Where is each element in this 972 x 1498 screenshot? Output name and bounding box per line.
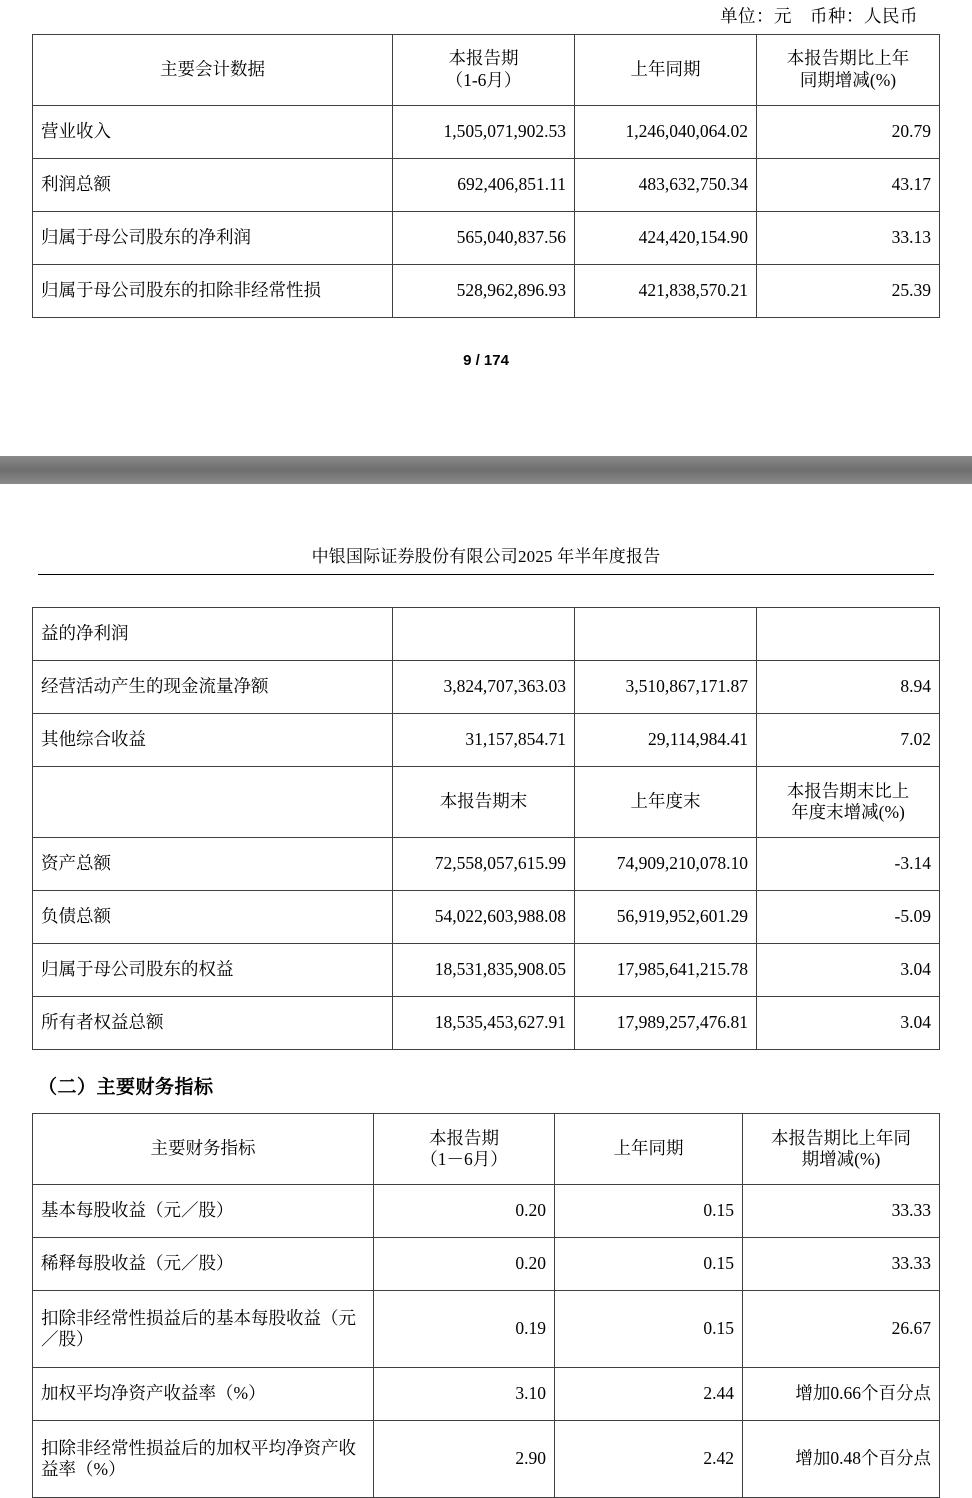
row-prior: 56,919,952,601.29 [575,891,757,944]
row-label: 负债总额 [33,891,393,944]
row-current: 565,040,837.56 [393,211,575,264]
header-change-line1: 本报告期比上年 [786,48,910,69]
header-cell-prior: 上年同期 [555,1114,743,1185]
header-cell-label: 主要会计数据 [33,34,393,105]
row-label: 稀释每股收益（元／股） [33,1238,374,1291]
section-heading-financial-indicators: （二）主要财务指标 [38,1077,214,1098]
table-row [33,891,940,944]
row-change: 33.33 [743,1238,940,1291]
row-label: 营业收入 [33,105,393,158]
row-change: 增加0.66个百分点 [743,1368,940,1421]
row-prior: 29,114,984.41 [575,714,757,767]
financial-indicators-table [32,1113,940,1498]
row-label: 所有者权益总额 [33,997,393,1050]
table-row [33,1368,940,1421]
table-row [33,211,940,264]
row-label: 利润总额 [33,158,393,211]
row-prior: 2.44 [555,1368,743,1421]
row-change: 3.04 [757,997,940,1050]
row-change: 33.13 [757,211,940,264]
row-change: -5.09 [757,891,940,944]
header-cell-current [374,1114,555,1185]
page-number: 9 / 174 [463,351,509,369]
row-current: 528,962,896.93 [393,264,575,317]
page-gap-top-space [0,390,972,456]
row-change: 25.39 [757,264,940,317]
row-label: 归属于母公司股东的扣除非经常性损 [33,264,393,317]
header-cell-prior: 上年同期 [575,34,757,105]
header-change-line2: 年度末增减(%) [791,802,905,822]
table-header-row-balance [33,767,940,838]
table-row [33,264,940,317]
accounting-data-table-wrapper [27,34,945,318]
row-current: 72,558,057,615.99 [393,838,575,891]
row-current [393,608,575,661]
header-current-line1: 本报告期 [448,48,519,69]
row-change: 33.33 [743,1185,940,1238]
table-head [33,34,940,105]
row-label: 加权平均净资产收益率（%） [33,1368,374,1421]
row-current: 3.10 [374,1368,555,1421]
row-prior: 483,632,750.34 [575,158,757,211]
row-current: 692,406,851.11 [393,158,575,211]
accounting-continued-table [32,607,940,1050]
row-prior: 421,838,570.21 [575,264,757,317]
header-change-line1: 本报告期比上年同 [771,1127,911,1148]
table-row [33,1185,940,1238]
row-label: 扣除非经常性损益后的基本每股收益（元／股） [33,1291,374,1368]
row-current: 1,505,071,902.53 [393,105,575,158]
unit-currency-note: 单位：元 币种：人民币 [720,6,918,26]
table-row [33,1421,940,1498]
header-cell-label [33,767,393,838]
row-change: 20.79 [757,105,940,158]
row-label: 基本每股收益（元／股） [33,1185,374,1238]
row-label: 益的净利润 [33,608,393,661]
row-prior: 3,510,867,171.87 [575,661,757,714]
running-header: 中银国际证券股份有限公司2025 年半年度报告 [38,542,934,575]
table-row [33,1291,940,1368]
table-row [33,997,940,1050]
page-gap-bottom-space [0,484,972,542]
row-change: 7.02 [757,714,940,767]
row-current: 2.90 [374,1421,555,1498]
row-label: 归属于母公司股东的权益 [33,944,393,997]
row-current: 0.20 [374,1185,555,1238]
header-cell-change [743,1114,940,1185]
page-two [0,542,972,1498]
row-current: 31,157,854.71 [393,714,575,767]
header-current-line2: （1-6月） [445,69,522,90]
row-change: 43.17 [757,158,940,211]
header-cell-change [757,767,940,838]
financial-indicators-table-wrapper [27,1113,945,1498]
row-prior: 74,909,210,078.10 [575,838,757,891]
row-prior: 17,985,641,215.78 [575,944,757,997]
table-head [33,1114,940,1185]
row-change: -3.14 [757,838,940,891]
header-current-line2: （1－6月） [420,1149,508,1169]
row-prior: 0.15 [555,1291,743,1368]
table-row [33,105,940,158]
row-current: 18,535,453,627.91 [393,997,575,1050]
row-prior [575,608,757,661]
page-one [0,0,972,390]
row-prior: 0.15 [555,1185,743,1238]
header-cell-label: 主要财务指标 [33,1114,374,1185]
table-body [33,1185,940,1498]
row-current: 0.19 [374,1291,555,1368]
row-label: 扣除非经常性损益后的加权平均净资产收益率（%） [33,1421,374,1498]
accounting-data-table [32,34,940,318]
row-prior: 424,420,154.90 [575,211,757,264]
table-row [33,1238,940,1291]
row-label: 经营活动产生的现金流量净额 [33,661,393,714]
table-header-row [33,1114,940,1185]
table-body [33,608,940,1050]
table-row [33,608,940,661]
table-row [33,661,940,714]
header-change-line2: 同期增减(%) [799,69,897,90]
row-prior: 17,989,257,476.81 [575,997,757,1050]
header-cell-change [757,34,940,105]
row-prior: 1,246,040,064.02 [575,105,757,158]
header-change-line2: 期增减(%) [801,1149,881,1169]
row-current: 3,824,707,363.03 [393,661,575,714]
header-cell-prior: 上年度末 [575,767,757,838]
row-change: 增加0.48个百分点 [743,1421,940,1498]
accounting-continued-table-wrapper [27,607,945,1050]
row-current: 54,022,603,988.08 [393,891,575,944]
header-cell-current [393,34,575,105]
table-header-row [33,34,940,105]
row-label: 资产总额 [33,838,393,891]
row-change [757,608,940,661]
header-change-line1: 本报告期末比上 [786,780,910,801]
row-change: 3.04 [757,944,940,997]
header-current-line1: 本报告期 [429,1127,499,1148]
row-prior: 2.42 [555,1421,743,1498]
row-current: 0.20 [374,1238,555,1291]
row-current: 18,531,835,908.05 [393,944,575,997]
page-separator-band [0,456,972,484]
row-label: 归属于母公司股东的净利润 [33,211,393,264]
table-body [33,105,940,317]
table-row [33,158,940,211]
table-row [33,838,940,891]
row-change: 26.67 [743,1291,940,1368]
table-row [33,944,940,997]
row-prior: 0.15 [555,1238,743,1291]
header-cell-current: 本报告期末 [393,767,575,838]
row-label: 其他综合收益 [33,714,393,767]
table-row [33,714,940,767]
row-change: 8.94 [757,661,940,714]
